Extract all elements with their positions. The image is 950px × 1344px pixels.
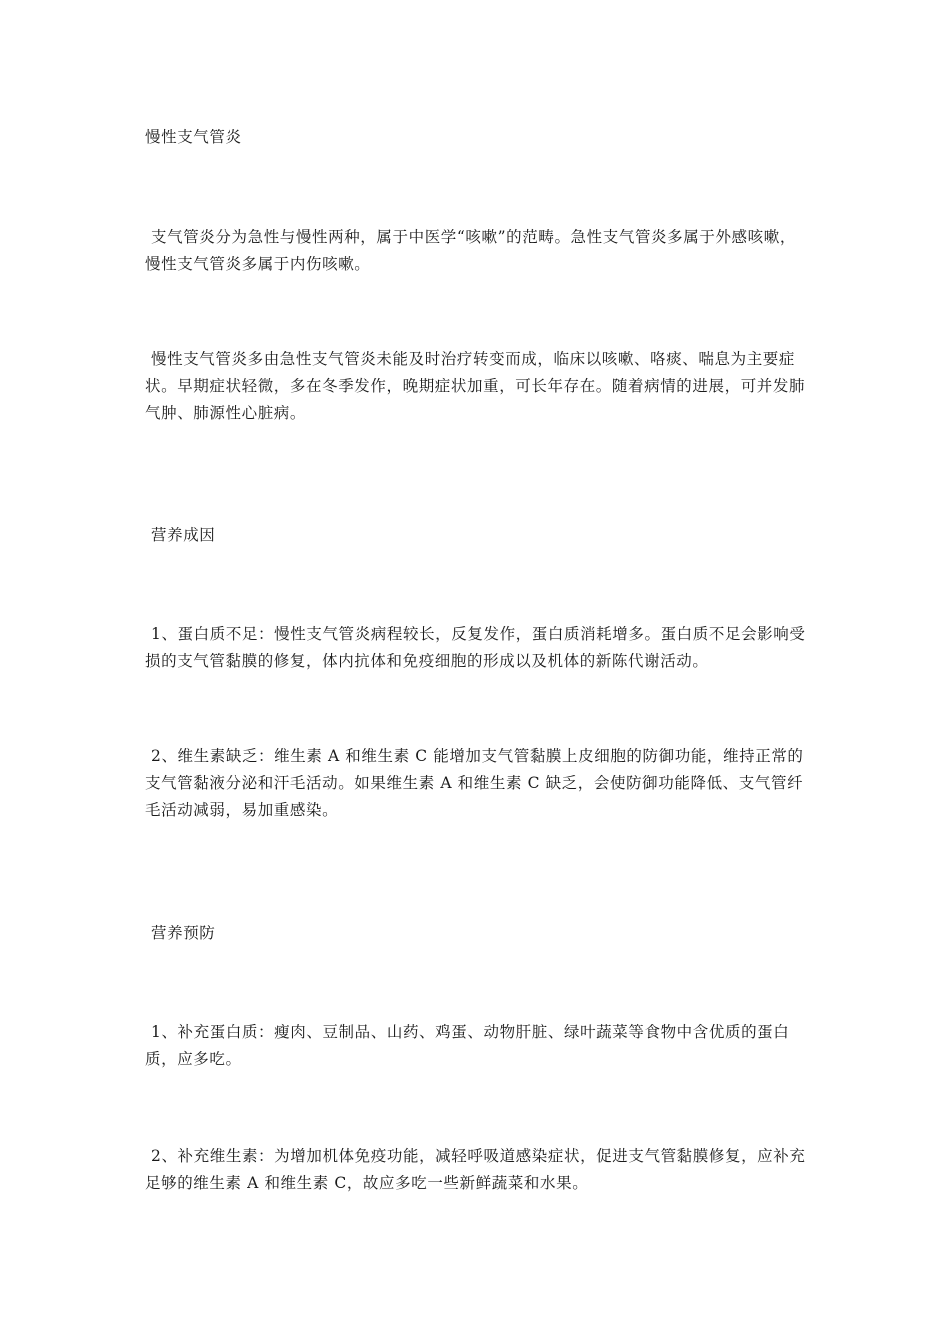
prevention-item-vitamin: 2、补充维生素：为增加机体免疫功能，减轻呼吸道感染症状，促进支气管黏膜修复，应补充足够的维生素 A 和维生素 C，故应多吃一些新鲜蔬菜和水果。 (145, 1147, 806, 1192)
document-title: 慢性支气管炎 (145, 128, 242, 146)
prevention-heading: 营养预防 (151, 924, 216, 942)
cause-item-vitamin: 2、维生素缺乏：维生素 A 和维生素 C 能增加支气管黏膜上皮细胞的防御功能，维持正常的支气管黏液分泌和汗毛活动。如果维生素 A 和维生素 C 缺乏，会使防御功能降低、支气管纤毛活动减弱，易加重感染。 (145, 747, 804, 819)
prevention-item-protein: 1、补充蛋白质：瘦肉、豆制品、山药、鸡蛋、动物肝脏、绿叶蔬菜等食物中含优质的蛋白质，应多吃。 (145, 1023, 790, 1068)
intro-paragraph: 支气管炎分为急性与慢性两种，属于中医学“咳嗽”的范畴。急性支气管炎多属于外感咳嗽，慢性支气管炎多属于内伤咳嗽。 (145, 228, 796, 273)
causes-heading: 营养成因 (151, 526, 216, 544)
cause-item-protein: 1、蛋白质不足：慢性支气管炎病程较长，反复发作，蛋白质消耗增多。蛋白质不足会影响受损的支气管黏膜的修复，体内抗体和免疫细胞的形成以及机体的新陈代谢活动。 (145, 625, 806, 670)
description-paragraph: 慢性支气管炎多由急性支气管炎未能及时治疗转变而成，临床以咳嗽、咯痰、喘息为主要症状。早期症状轻微，多在冬季发作，晚期症状加重，可长年存在。随着病情的进展，可并发肺气肿、肺源性心脏病。 (145, 350, 806, 422)
